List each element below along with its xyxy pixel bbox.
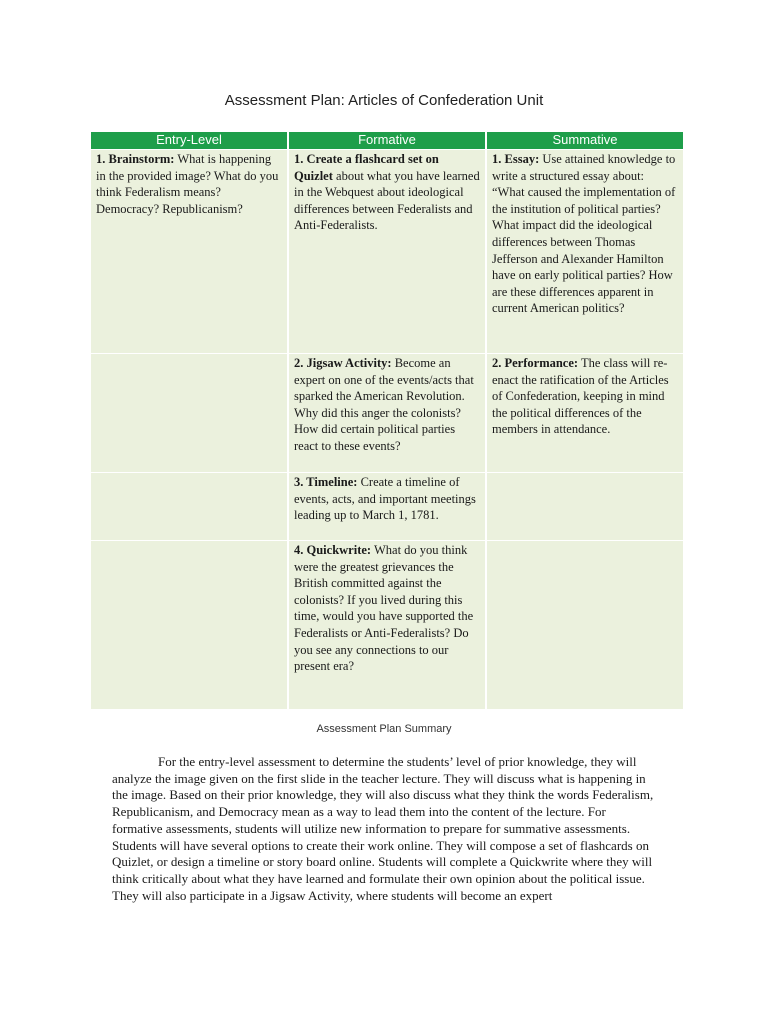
table-row <box>91 150 683 354</box>
cell-lead: 1. Create a flashcard set on Quizlet <box>294 152 439 183</box>
formative-cell <box>288 541 486 710</box>
cell-lead: 2. Jigsaw Activity: <box>294 356 392 370</box>
cell-text: What do you think were the greatest grievances the British committed against the colonists? If you lived during this time, would you have supported the Federalists or Anti-Federalists? Do you see any connections to our present era? <box>294 543 474 674</box>
cell-lead: 4. Quickwrite: <box>294 543 372 557</box>
cell-lead: 3. Timeline: <box>294 475 358 489</box>
cell-text: Use attained knowledge to write a structured essay about: “What caused the implementation of the institution of political parties? What impact did the ideological differences between Thomas Jefferson and Alexander Hamilton have on early political parties? How are these differences apparent in current American politics? <box>492 152 676 316</box>
cell-text: about what you have learned in the Webquest about ideological differences between Federalists and Anti-Federalists. <box>294 168 480 233</box>
summary-heading: Assessment Plan Summary <box>316 723 452 735</box>
table-row <box>91 541 683 710</box>
summary-paragraph: For the entry-level assessment to determine the students’ level of prior knowledge, they will analyze the image given on the first slide in the teacher lecture. They will discuss what is happening in the image. Based on their prior knowledge, they will also discuss what they think the words Federalism, Republicanism, and Democracy mean as a way to lead them into the content of the lecture. For formative assessments, students will utilize new information to prepare for summative assessments. Students will have several options to create their work online. They will compose a set of flashcards on Quizlet, or design a timeline or story board online. Students will complete a Quickwrite where they will think critically about what they have learned and formulate their own opinion about the political issue. They will also participate in a Jigsaw Activity, where students will become an expert <box>112 754 654 903</box>
entry-cell <box>91 354 288 473</box>
cell-text: The class will re-enact the ratification of the Articles of Confederation, keeping in mind the political differences of the members in attendance. <box>492 356 669 437</box>
document-title: Assessment Plan: Articles of Confederation Unit <box>224 92 544 109</box>
header-summative: Summative <box>486 132 683 150</box>
formative-cell <box>288 354 486 473</box>
summative-cell <box>486 150 683 354</box>
formative-cell <box>288 150 486 354</box>
table-header-row <box>91 132 683 150</box>
entry-cell <box>91 473 288 541</box>
entry-cell <box>91 150 288 354</box>
entry-cell <box>91 541 288 710</box>
cell-text: Become an expert on one of the events/acts that sparked the American Revolution. Why did this anger the colonists? How did certain political parties react to these events? <box>294 356 474 453</box>
header-formative: Formative <box>288 132 486 150</box>
cell-text: What is happening in the provided image? What do you think Federalism means? Democracy? Republicanism? <box>96 152 279 216</box>
cell-lead: 1. Essay: <box>492 152 540 166</box>
summative-cell <box>486 473 683 541</box>
assessment-plan-table <box>91 132 683 709</box>
formative-cell <box>288 473 486 541</box>
cell-lead: 2. Performance: <box>492 356 579 370</box>
header-entry-level: Entry-Level <box>91 132 288 150</box>
cell-lead: 1. Brainstorm: <box>96 152 175 166</box>
table-row <box>91 473 683 541</box>
table-row <box>91 354 683 473</box>
cell-text: Create a timeline of events, acts, and important meetings leading up to March 1, 1781. <box>294 475 476 523</box>
summative-cell <box>486 541 683 710</box>
summative-cell <box>486 354 683 473</box>
